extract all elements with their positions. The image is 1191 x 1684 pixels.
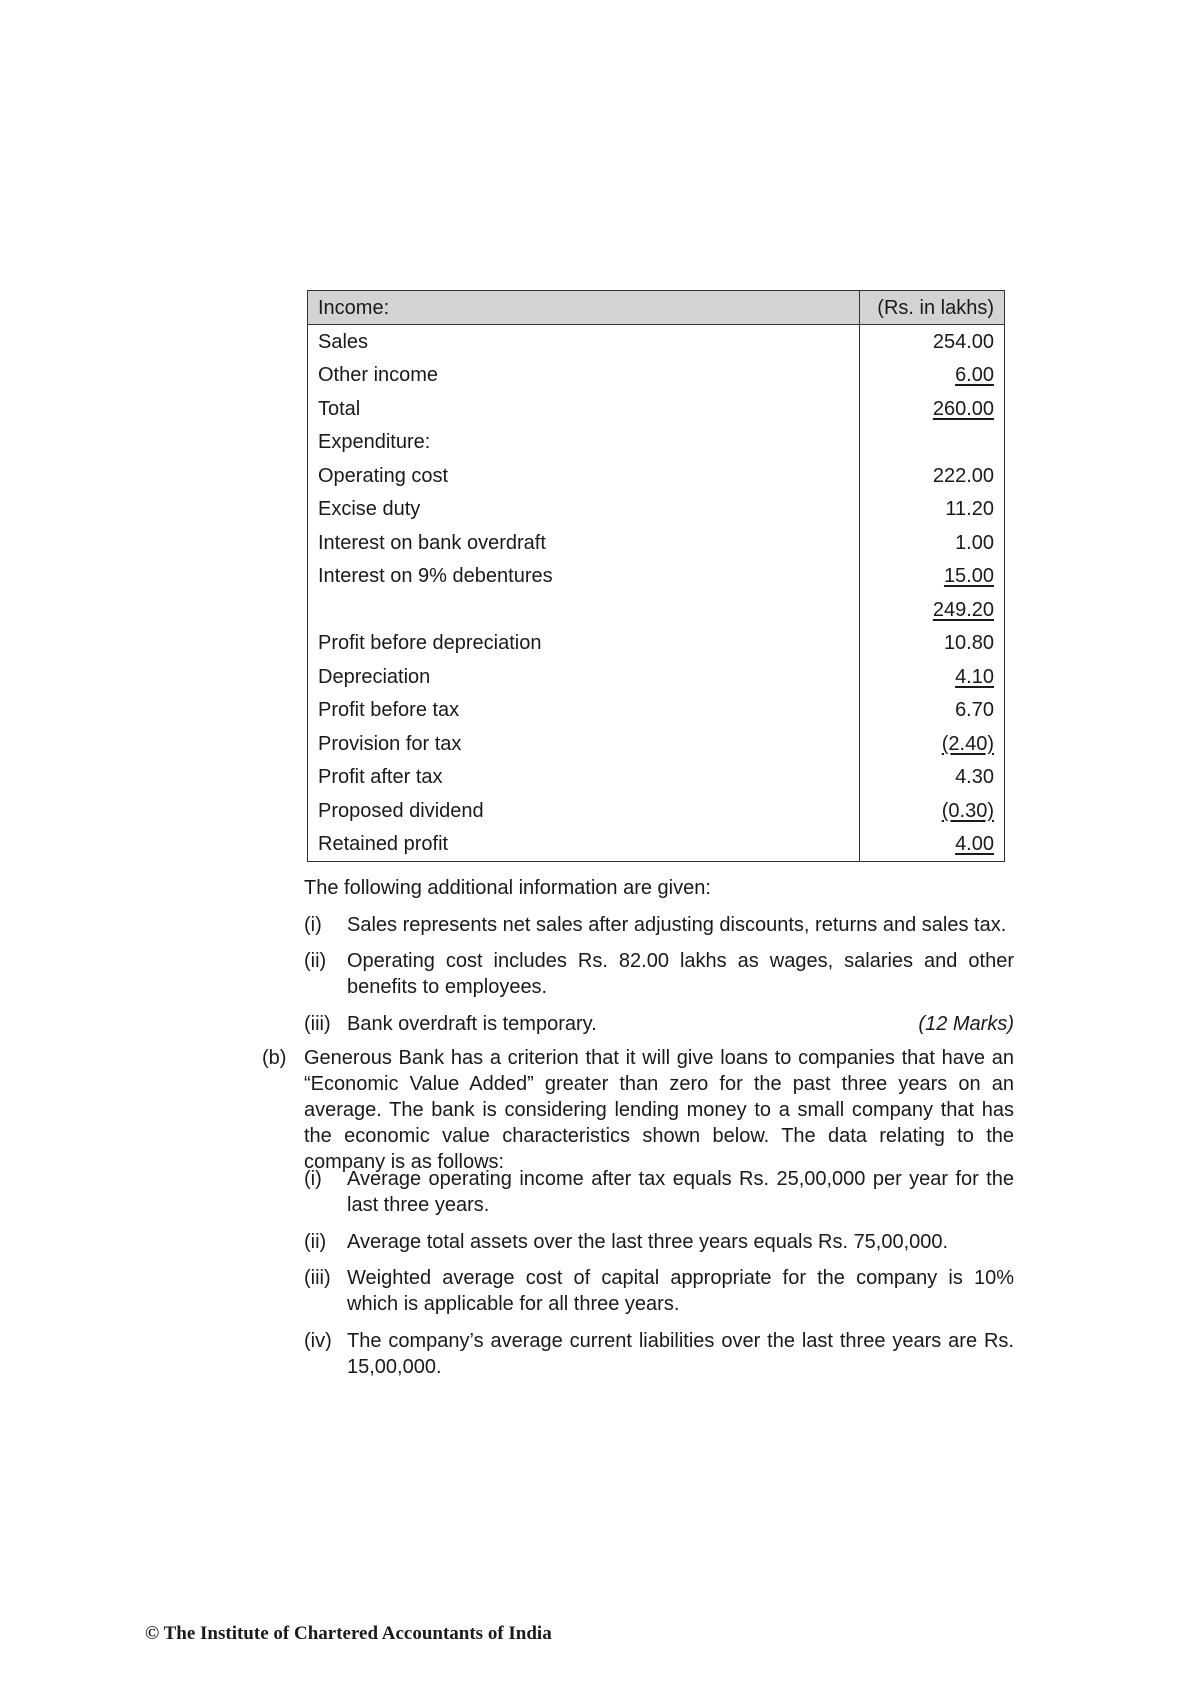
- row-amount: 222.00: [860, 459, 1005, 493]
- table-row: [308, 325, 1005, 359]
- row-label: Operating cost: [308, 459, 860, 493]
- row-amount: 15.00: [943, 565, 994, 588]
- header-unit: (Rs. in lakhs): [860, 291, 1005, 325]
- table-row: [308, 794, 1005, 828]
- row-amount: 4.00: [955, 833, 994, 856]
- table-row: [308, 560, 1005, 594]
- part-b-label: (b): [262, 1047, 287, 1069]
- table-row: [308, 694, 1005, 728]
- header-label: Income:: [308, 291, 860, 325]
- item-number: (ii): [304, 1231, 327, 1253]
- table-row: [308, 493, 1005, 527]
- row-amount: 4.10: [955, 665, 994, 688]
- row-amount: (2.40): [941, 732, 994, 755]
- row-label: [308, 593, 860, 627]
- table-row: [308, 459, 1005, 493]
- table-row: [308, 727, 1005, 761]
- item-text: Average operating income after tax equals Rs. 25,00,000 per year for the last three years.: [347, 1168, 1014, 1216]
- table-row: [308, 627, 1005, 661]
- item-number: (ii): [304, 950, 327, 972]
- row-label: Proposed dividend: [308, 794, 860, 828]
- row-amount: 6.00: [955, 364, 994, 387]
- item-text: The company’s average current liabilities over the last three years are Rs. 15,00,000.: [347, 1330, 1014, 1378]
- item-text: Weighted average cost of capital appropriate for the company is 10% which is applicable for all three years.: [347, 1267, 1014, 1315]
- row-amount: 254.00: [860, 325, 1005, 359]
- row-label: Interest on 9% debentures: [308, 560, 860, 594]
- row-amount: 10.80: [860, 627, 1005, 661]
- additional-info-intro: The following additional information are given:: [304, 877, 711, 899]
- item-text: Operating cost includes Rs. 82.00 lakhs as wages, salaries and other benefits to employees.: [347, 950, 1014, 998]
- table-row: [308, 761, 1005, 795]
- item-number: (iii): [304, 1013, 331, 1035]
- row-label: Depreciation: [308, 660, 860, 694]
- table-row: [308, 392, 1005, 426]
- row-label: Excise duty: [308, 493, 860, 527]
- copyright-footer: © The Institute of Chartered Accountants of India: [145, 1623, 552, 1644]
- item-number: (i): [304, 914, 322, 936]
- item-text: Average total assets over the last three years equals Rs. 75,00,000.: [347, 1231, 949, 1253]
- table-row: [308, 359, 1005, 393]
- marks-label: (12 Marks): [918, 1013, 1014, 1035]
- row-label: Interest on bank overdraft: [308, 526, 860, 560]
- row-label: Provision for tax: [308, 727, 860, 761]
- row-amount: 249.20: [932, 598, 994, 621]
- table-row: [308, 426, 1005, 460]
- row-label: Expenditure:: [308, 426, 860, 460]
- item-text: Sales represents net sales after adjusting discounts, returns and sales tax.: [347, 914, 1007, 936]
- row-amount: 260.00: [932, 397, 994, 420]
- row-label: Profit after tax: [308, 761, 860, 795]
- row-amount: 1.00: [860, 526, 1005, 560]
- row-amount: 6.70: [860, 694, 1005, 728]
- row-label: Sales: [308, 325, 860, 359]
- row-amount: [860, 426, 1005, 460]
- part-b-text: Generous Bank has a criterion that it will give loans to companies that have an “Economic Value Added” greater than zero for the past three years on an average. The bank is considering lending money to a small company that has the economic value characteristics shown below. The data relating to the company is as follows:: [304, 1047, 1014, 1173]
- income-statement-table: [307, 290, 1005, 862]
- table-row: [308, 660, 1005, 694]
- row-label: Profit before depreciation: [308, 627, 860, 661]
- row-amount: 4.30: [860, 761, 1005, 795]
- table-header-row: [308, 291, 1005, 325]
- table-row: [308, 828, 1005, 862]
- item-number: (iii): [304, 1267, 331, 1289]
- item-number: (i): [304, 1168, 322, 1190]
- row-label: Profit before tax: [308, 694, 860, 728]
- table-row: [308, 526, 1005, 560]
- table-row: [308, 593, 1005, 627]
- item-number: (iv): [304, 1330, 332, 1352]
- row-amount: 11.20: [860, 493, 1005, 527]
- row-amount: (0.30): [941, 799, 994, 822]
- item-text: Bank overdraft is temporary.: [347, 1013, 597, 1035]
- row-label: Other income: [308, 359, 860, 393]
- row-label: Total: [308, 392, 860, 426]
- row-label: Retained profit: [308, 828, 860, 862]
